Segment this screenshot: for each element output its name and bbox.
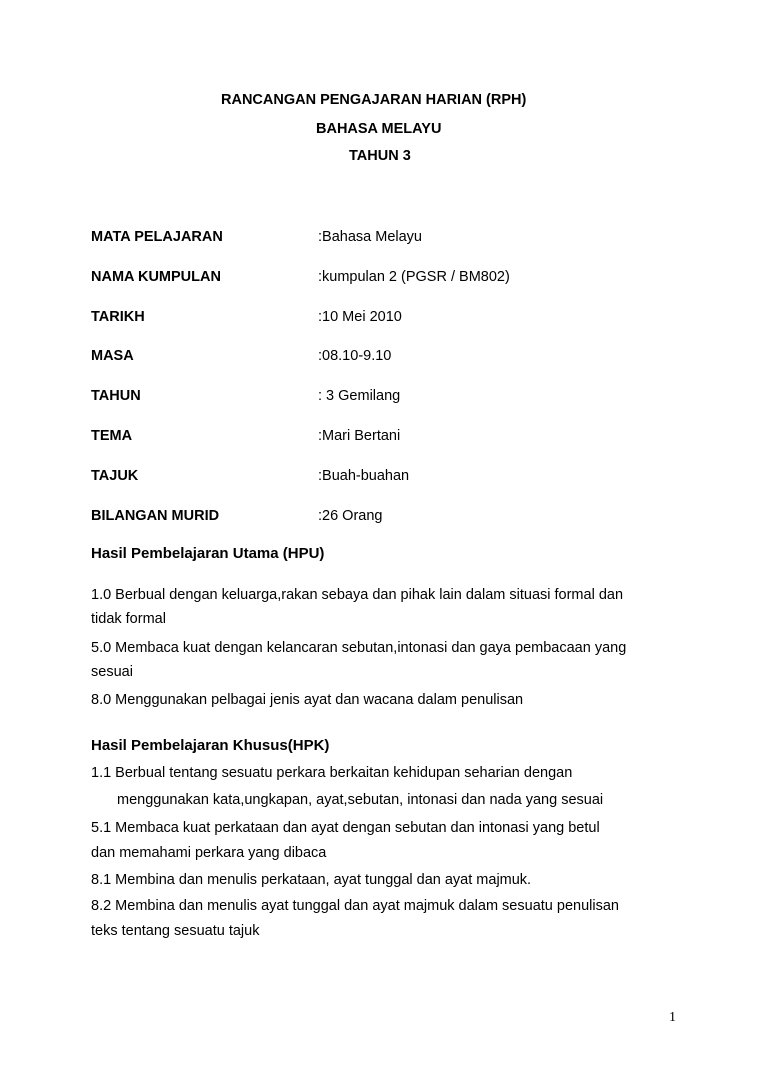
hpk-line: 5.1 Membaca kuat perkataan dan ayat dengan sebutan dan intonasi yang betul (91, 820, 600, 836)
field-value-nama-kumpulan: :kumpulan 2 (PGSR / BM802) (318, 269, 510, 285)
document-year: TAHUN 3 (349, 148, 411, 164)
hpu-heading: Hasil Pembelajaran Utama (HPU) (91, 545, 325, 562)
field-value-bilangan-murid: :26 Orang (318, 508, 383, 524)
field-label-tahun: TAHUN (91, 388, 141, 404)
field-label-tarikh: TARIKH (91, 309, 145, 325)
field-value-tahun: : 3 Gemilang (318, 388, 401, 404)
hpu-line: 5.0 Membaca kuat dengan kelancaran sebutan,intonasi dan gaya pembacaan yang (91, 640, 627, 656)
hpu-line: 1.0 Berbual dengan keluarga,rakan sebaya dan pihak lain dalam situasi formal dan (91, 587, 624, 603)
hpk-line: menggunakan kata,ungkapan, ayat,sebutan, intonasi dan nada yang sesuai (117, 792, 604, 808)
hpk-heading: Hasil Pembelajaran Khusus(HPK) (91, 737, 330, 754)
hpu-line: tidak formal (91, 611, 166, 627)
field-label-tajuk: TAJUK (91, 468, 139, 484)
page-number: 1 (669, 1010, 676, 1025)
hpu-line: 8.0 Menggunakan pelbagai jenis ayat dan wacana dalam penulisan (91, 692, 524, 708)
field-value-tema: :Mari Bertani (318, 428, 401, 444)
field-value-mata-pelajaran: :Bahasa Melayu (318, 229, 422, 245)
field-value-tarikh: :10 Mei 2010 (318, 309, 402, 325)
document-title: RANCANGAN PENGAJARAN HARIAN (RPH) (221, 92, 527, 108)
field-label-masa: MASA (91, 348, 134, 364)
field-label-mata-pelajaran: MATA PELAJARAN (91, 229, 223, 245)
field-value-tajuk: :Buah-buahan (318, 468, 410, 484)
hpk-line: teks tentang sesuatu tajuk (91, 923, 260, 939)
hpu-line: sesuai (91, 664, 133, 680)
document-subject: BAHASA MELAYU (316, 121, 442, 137)
hpk-line: dan memahami perkara yang dibaca (91, 845, 327, 861)
field-label-bilangan-murid: BILANGAN MURID (91, 508, 220, 524)
field-label-tema: TEMA (91, 428, 133, 444)
hpk-line: 8.1 Membina dan menulis perkataan, ayat tunggal dan ayat majmuk. (91, 872, 532, 888)
field-value-masa: :08.10-9.10 (318, 348, 392, 364)
field-label-nama-kumpulan: NAMA KUMPULAN (91, 269, 221, 285)
hpk-line: 8.2 Membina dan menulis ayat tunggal dan ayat majmuk dalam sesuatu penulisan (91, 898, 619, 914)
hpk-line: 1.1 Berbual tentang sesuatu perkara berkaitan kehidupan seharian dengan (91, 765, 573, 781)
